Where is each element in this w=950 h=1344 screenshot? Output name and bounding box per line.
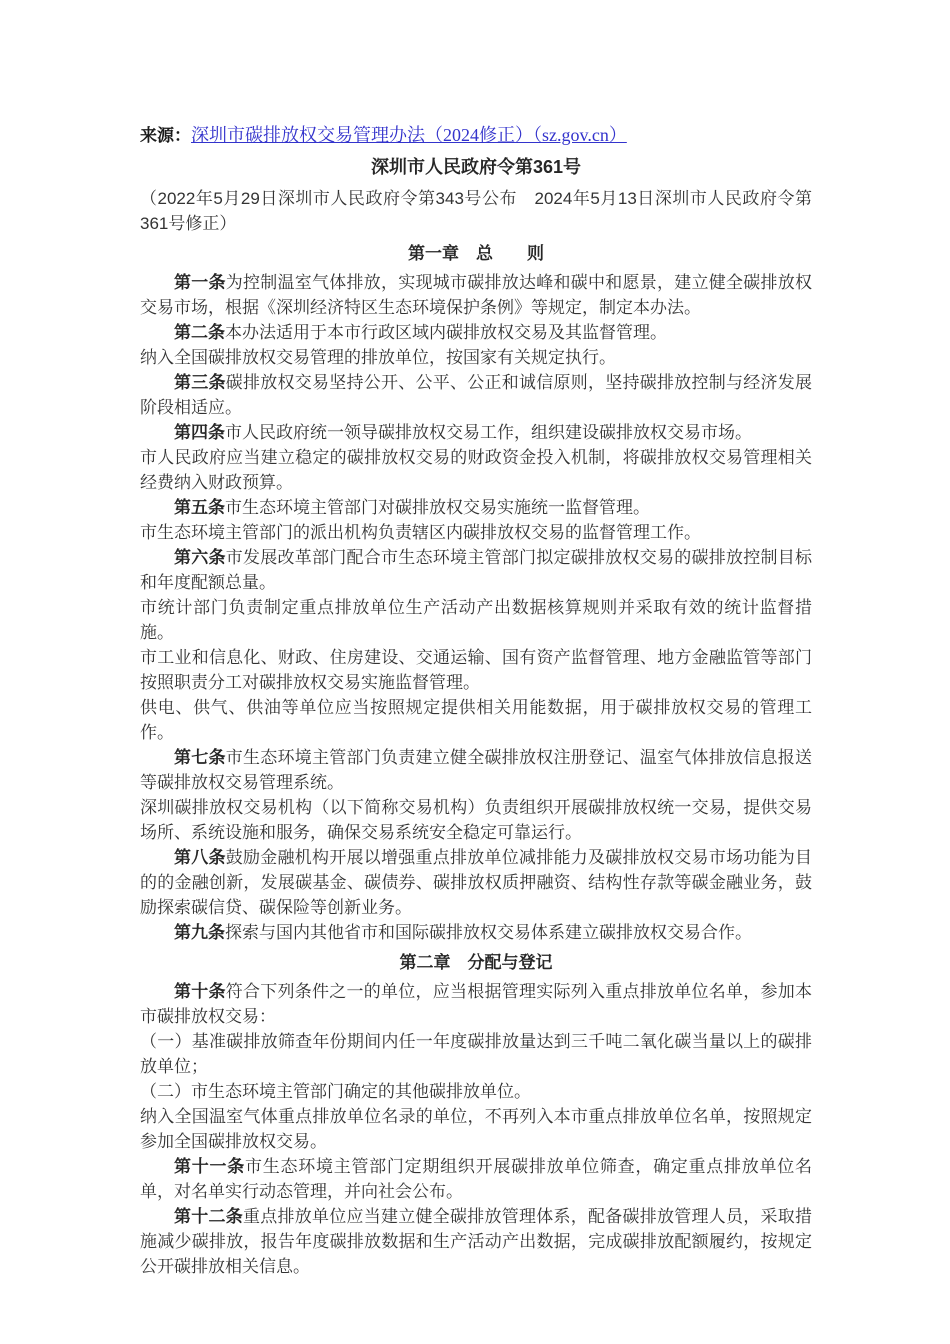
article-number: 第二条: [174, 323, 225, 342]
article-number: 第十一条: [174, 1157, 245, 1176]
article-number: 第七条: [174, 748, 226, 767]
source-link[interactable]: 深圳市碳排放权交易管理办法（2024修正）（sz.gov.cn）: [191, 125, 627, 145]
article-paragraph: 第五条市生态环境主管部门对碳排放权交易实施统一监督管理。: [174, 498, 650, 517]
source-label: 来源：: [140, 126, 191, 145]
article-number: 第十条: [174, 982, 226, 1001]
article-number: 第四条: [174, 423, 225, 442]
article-paragraph: 第十条符合下列条件之一的单位，应当根据管理实际列入重点排放单位名单，参加本市碳排放权交易：: [140, 982, 812, 1026]
article-paragraph: 第七条市生态环境主管部门负责建立健全碳排放权注册登记、温室气体排放信息报送等碳排放权交易管理系统。: [140, 748, 812, 792]
doc-title: 深圳市人民政府令第361号: [370, 157, 582, 177]
article-paragraph: 第六条市发展改革部门配合市生态环境主管部门拟定碳排放权交易的碳排放控制目标和年度配额总量。: [140, 548, 812, 592]
body-paragraph: （二）市生态环境主管部门确定的其他碳排放单位。: [140, 1082, 531, 1101]
body-paragraph: 市人民政府应当建立稳定的碳排放权交易的财政资金投入机制，将碳排放权交易管理相关经费纳入财政预算。: [140, 448, 812, 492]
article-paragraph: 第十一条市生态环境主管部门定期组织开展碳排放单位筛查，确定重点排放单位名单，对名单实行动态管理，并向社会公布。: [140, 1157, 813, 1201]
promulgation-note: （2022年5月29日深圳市人民政府令第343号公布 2024年5月13日深圳市人民政府令第361号修正）: [140, 189, 812, 233]
body-paragraph: 市统计部门负责制定重点排放单位生产活动产出数据核算规则并采取有效的统计监督措施。: [140, 598, 812, 642]
article-number: 第五条: [174, 498, 225, 517]
article-paragraph: 第九条探索与国内其他省市和国际碳排放权交易体系建立碳排放权交易合作。: [174, 923, 752, 942]
body-paragraph: 供电、供气、供油等单位应当按照规定提供相关用能数据，用于碳排放权交易的管理工作。: [140, 698, 812, 742]
article-paragraph: 第四条市人民政府统一领导碳排放权交易工作，组织建设碳排放权交易市场。: [174, 423, 752, 442]
article-number: 第三条: [174, 373, 226, 392]
article-paragraph: 第二条本办法适用于本市行政区域内碳排放权交易及其监督管理。: [174, 323, 667, 342]
article-number: 第一条: [174, 273, 226, 292]
body-paragraph: 市工业和信息化、财政、住房建设、交通运输、国有资产监督管理、地方金融监管等部门按照职责分工对碳排放权交易实施监督管理。: [140, 648, 812, 692]
body-paragraph: 纳入全国碳排放权交易管理的排放单位，按国家有关规定执行。: [140, 348, 616, 367]
body-paragraph: 纳入全国温室气体重点排放单位名录的单位，不再列入本市重点排放单位名单，按照规定参加全国碳排放权交易。: [140, 1107, 812, 1151]
chapter-heading: 第一章 总 则: [408, 244, 544, 263]
article-number: 第八条: [174, 848, 226, 867]
article-number: 第六条: [174, 548, 226, 567]
article-paragraph: 第三条碳排放权交易坚持公开、公平、公正和诚信原则，坚持碳排放控制与经济发展阶段相适应。: [140, 373, 812, 417]
body-paragraph: 深圳碳排放权交易机构（以下简称交易机构）负责组织开展碳排放权统一交易，提供交易场所、系统设施和服务，确保交易系统安全稳定可靠运行。: [140, 798, 812, 842]
article-number: 第九条: [174, 923, 225, 942]
body-paragraph: 市生态环境主管部门的派出机构负责辖区内碳排放权交易的监督管理工作。: [140, 523, 701, 542]
body-paragraph: （一）基准碳排放筛查年份期间内任一年度碳排放量达到三千吨二氧化碳当量以上的碳排放单位；: [140, 1032, 812, 1076]
chapter-heading: 第二章 分配与登记: [399, 953, 553, 972]
source-line: [140, 122, 812, 149]
article-paragraph: 第一条为控制温室气体排放，实现城市碳排放达峰和碳中和愿景，建立健全碳排放权交易市场，根据《深圳经济特区生态环境保护条例》等规定，制定本办法。: [140, 273, 812, 317]
article-number: 第十二条: [174, 1207, 243, 1226]
article-paragraph: 第十二条重点排放单位应当建立健全碳排放管理体系，配备碳排放管理人员，采取措施减少碳排放，报告年度碳排放数据和生产活动产出数据，完成碳排放配额履约，按规定公开碳排放相关信息。: [140, 1207, 812, 1276]
article-paragraph: 第八条鼓励金融机构开展以增强重点排放单位减排能力及碳排放权交易市场功能为目的的金融创新，发展碳基金、碳债券、碳排放权质押融资、结构性存款等碳金融业务，鼓励探索碳信贷、碳保险等创新业务。: [140, 848, 812, 917]
chapters-container: [140, 241, 812, 1279]
